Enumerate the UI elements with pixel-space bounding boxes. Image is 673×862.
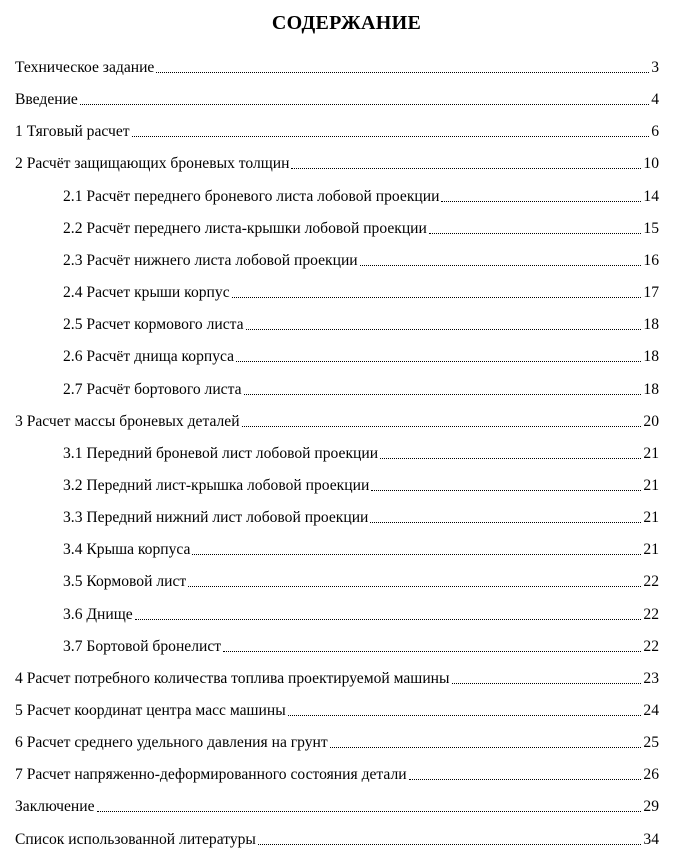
toc-entry-page: 17 <box>643 284 659 302</box>
toc-entry <box>15 54 659 78</box>
toc-entry-page: 20 <box>643 412 659 430</box>
toc-dot-leader <box>370 522 641 523</box>
toc-entry <box>63 601 659 625</box>
toc-entry <box>63 536 659 560</box>
toc-dot-leader <box>135 619 642 620</box>
toc-dot-leader <box>452 683 642 684</box>
toc-entry <box>63 472 659 496</box>
toc-entry-page: 6 <box>651 123 659 141</box>
toc-entry-page: 26 <box>643 766 659 784</box>
toc-entry-page: 15 <box>643 219 659 237</box>
toc-entry <box>63 504 659 528</box>
toc-entry-label: 4 Расчет потребного количества топлива проектируемой машины <box>15 669 450 687</box>
toc-dot-leader <box>441 201 641 202</box>
toc-entry-label: 3.3 Передний нижний лист лобовой проекции <box>63 509 369 527</box>
toc-entry-label: Введение <box>15 91 78 109</box>
toc-entry-label: Техническое задание <box>15 59 155 76</box>
toc-entry-page: 4 <box>651 91 659 109</box>
toc-entry <box>15 150 659 174</box>
toc-entry-page: 21 <box>643 509 659 527</box>
toc-dot-leader <box>156 72 649 73</box>
toc-dot-leader <box>97 811 642 812</box>
toc-dot-leader <box>242 426 642 427</box>
toc-entry-label: 3.5 Кормовой лист <box>63 573 187 591</box>
toc-entry <box>63 568 659 592</box>
toc-dot-leader <box>132 136 650 137</box>
toc-entry-page: 24 <box>643 702 659 719</box>
toc-entry <box>15 793 659 817</box>
toc-entry <box>15 729 659 753</box>
toc-entry-page: 18 <box>643 348 659 366</box>
toc-entry <box>63 376 659 400</box>
toc-entry-page: 21 <box>643 541 659 559</box>
toc-entry-page: 3 <box>651 59 659 76</box>
toc-entry-page: 21 <box>643 444 659 462</box>
toc-dot-leader <box>244 394 642 395</box>
toc-entry-label: 2.3 Расчёт нижнего листа лобовой проекции <box>63 251 358 269</box>
toc-entry-label: Заключение <box>15 798 95 816</box>
toc-entry <box>15 697 659 721</box>
toc-dot-leader <box>429 233 642 234</box>
toc-entry-label: 2.1 Расчёт переднего броневого листа лобовой проекции <box>63 187 440 205</box>
toc-dot-leader <box>192 554 641 555</box>
toc-entry <box>15 761 659 785</box>
toc-entry-page: 10 <box>643 155 659 173</box>
toc-dot-leader <box>258 844 641 845</box>
toc-entry <box>15 86 659 110</box>
toc-dot-leader <box>246 329 642 330</box>
toc-dot-leader <box>223 651 641 652</box>
toc-entry-label: 2.5 Расчет кормового листа <box>63 316 244 334</box>
toc-entry-label: 3.4 Крыша корпуса <box>63 541 191 559</box>
toc-entry <box>63 311 659 335</box>
toc-entry-label: 6 Расчет среднего удельного давления на грунт <box>15 734 328 752</box>
toc-entry-label: 5 Расчет координат центра масс машины <box>15 702 286 719</box>
toc-entry-page: 14 <box>643 187 659 205</box>
toc-dot-leader <box>80 104 649 105</box>
toc-entry-page: 16 <box>643 251 659 269</box>
toc-entry-page: 21 <box>643 476 659 494</box>
toc-dot-leader <box>236 361 641 362</box>
toc-dot-leader <box>291 168 641 169</box>
toc-entry-label: 2.7 Расчёт бортового листа <box>63 380 242 398</box>
toc-entry-page: 29 <box>643 798 659 816</box>
toc-entry-label: 3 Расчет массы броневых деталей <box>15 412 240 430</box>
toc-entry-label: 1 Тяговый расчет <box>15 123 130 141</box>
toc-entry-label: 2 Расчёт защищающих броневых толщин <box>15 155 290 173</box>
toc-dot-leader <box>409 779 642 780</box>
toc-dot-leader <box>360 265 642 266</box>
toc-entry-label: 2.6 Расчёт днища корпуса <box>63 348 235 366</box>
toc-entry-label: 3.6 Днище <box>63 605 133 623</box>
toc-entry-label: 7 Расчет напряженно-деформированного состояния детали <box>15 766 407 784</box>
toc-entry <box>15 826 659 850</box>
toc-entry-label: Список использованной литературы <box>15 830 256 848</box>
toc-entry-page: 23 <box>643 669 659 687</box>
toc-dot-leader <box>330 747 642 748</box>
page-title: СОДЕРЖАНИЕ <box>271 12 422 34</box>
toc-dot-leader <box>380 458 641 459</box>
toc-entry-page: 22 <box>643 573 659 591</box>
toc-entry-page: 25 <box>643 734 659 752</box>
toc-entry-page: 22 <box>643 605 659 623</box>
toc-entry-page: 22 <box>643 637 659 655</box>
toc-entry-label: 3.1 Передний броневой лист лобовой проекции <box>63 444 379 462</box>
toc-entry <box>15 665 659 689</box>
toc-dot-leader <box>288 715 642 716</box>
toc-entry-page: 18 <box>643 316 659 334</box>
toc-entry <box>15 408 659 432</box>
toc-entry <box>15 118 659 142</box>
toc-entry <box>63 247 659 271</box>
toc-entry-label: 2.4 Расчет крыши корпус <box>63 284 230 302</box>
toc-entry-page: 18 <box>643 380 659 398</box>
toc-entry <box>63 343 659 367</box>
toc-entry-label: 3.2 Передний лист-крышка лобовой проекции <box>63 476 370 494</box>
toc-entry <box>63 215 659 239</box>
toc-entry-label: 3.7 Бортовой бронелист <box>63 637 222 655</box>
toc-dot-leader <box>232 297 642 298</box>
toc-entry <box>63 633 659 657</box>
toc-entry <box>63 279 659 303</box>
toc-dot-leader <box>371 490 641 491</box>
toc-entry <box>63 440 659 464</box>
toc-entry-page: 34 <box>643 830 659 848</box>
toc-entry-label: 2.2 Расчёт переднего листа-крышки лобовой проекции <box>63 219 427 237</box>
toc-entry <box>63 183 659 207</box>
toc-dot-leader <box>188 586 641 587</box>
